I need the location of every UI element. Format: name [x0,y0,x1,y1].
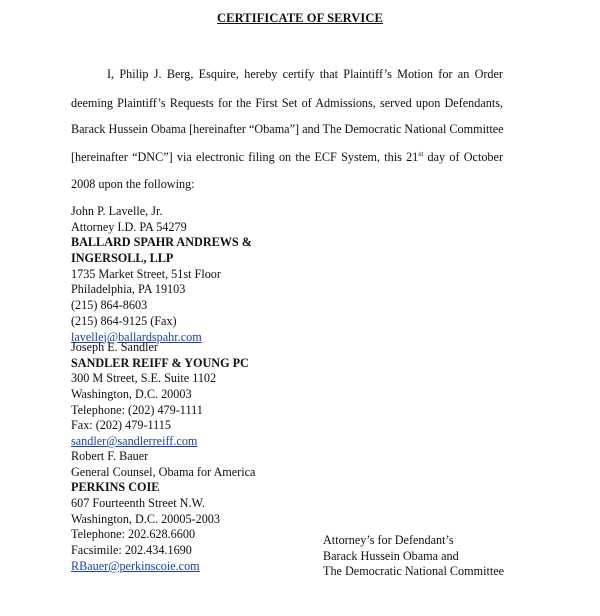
ordinal-suffix: st [418,149,424,158]
street-address: 1735 Market Street, 51st Floor [71,266,221,281]
phone-number: Telephone: (202) 479-1111 [71,402,203,417]
recipient-role: General Counsel, Obama for America [71,464,256,479]
email-link[interactable]: RBauer@perkinscoie.com [71,558,200,573]
recipient-block [71,449,255,575]
fax-number: (215) 864-9125 (Fax) [71,313,177,328]
recipient-name: Joseph E. Sandler [71,340,158,354]
recipient-block [71,340,249,450]
attorneys-for-block [323,533,504,580]
certification-line: Barack Hussein Obama [hereinafter “Obama”] and The Democratic National Committee [71,122,504,136]
fax-number: Fax: (202) 479-1115 [71,418,171,433]
city-address: Philadelphia, PA 19103 [71,282,186,297]
city-address: Washington, D.C. 20003 [71,387,192,402]
certification-line [71,149,503,165]
document-title: CERTIFICATE OF SERVICE [217,11,383,25]
street-address: 607 Fourteenth Street N.W. [71,496,205,511]
certification-line: 2008 upon the following: [71,177,195,191]
email-link[interactable]: sandler@sandlerreiff.com [71,434,198,449]
recipient-name: Robert F. Bauer [71,449,149,463]
attorneys-for-line: The Democratic National Committee [323,564,505,579]
fax-number: Facsimile: 202.434.1690 [71,543,192,558]
recipient-block [71,204,252,345]
certification-text: [hereinafter “DNC”] via electronic filing on the ECF System, this 21 [71,150,419,164]
certification-line: I, Philip J. Berg, Esquire, hereby certify that Plaintiff’s Motion for an Order [107,67,503,81]
certification-line: deeming Plaintiff’s Requests for the First Set of Admissions, served upon Defendants, [71,96,503,110]
recipient-name: John P. Lavelle, Jr. [71,204,163,218]
certification-text: day of October [423,150,503,164]
firm-name: BALLARD SPAHR ANDREWS & [71,235,252,250]
attorneys-for-line: Attorney’s for Defendant’s [323,533,454,547]
attorney-id: Attorney I.D. PA 54279 [71,219,187,234]
city-address: Washington, D.C. 20005-2003 [71,511,220,526]
attorneys-for-line: Barack Hussein Obama and [323,548,459,563]
street-address: 300 M Street, S.E. Suite 1102 [71,371,217,386]
phone-number: (215) 864-8603 [71,298,148,313]
firm-name: INGERSOLL, LLP [71,251,174,266]
email-link[interactable]: lavellej@ballardspahr.com [71,329,202,344]
firm-name: PERKINS COIE [71,480,160,495]
phone-number: Telephone: 202.628.6600 [71,527,196,542]
firm-name: SANDLER REIFF & YOUNG PC [71,355,249,370]
